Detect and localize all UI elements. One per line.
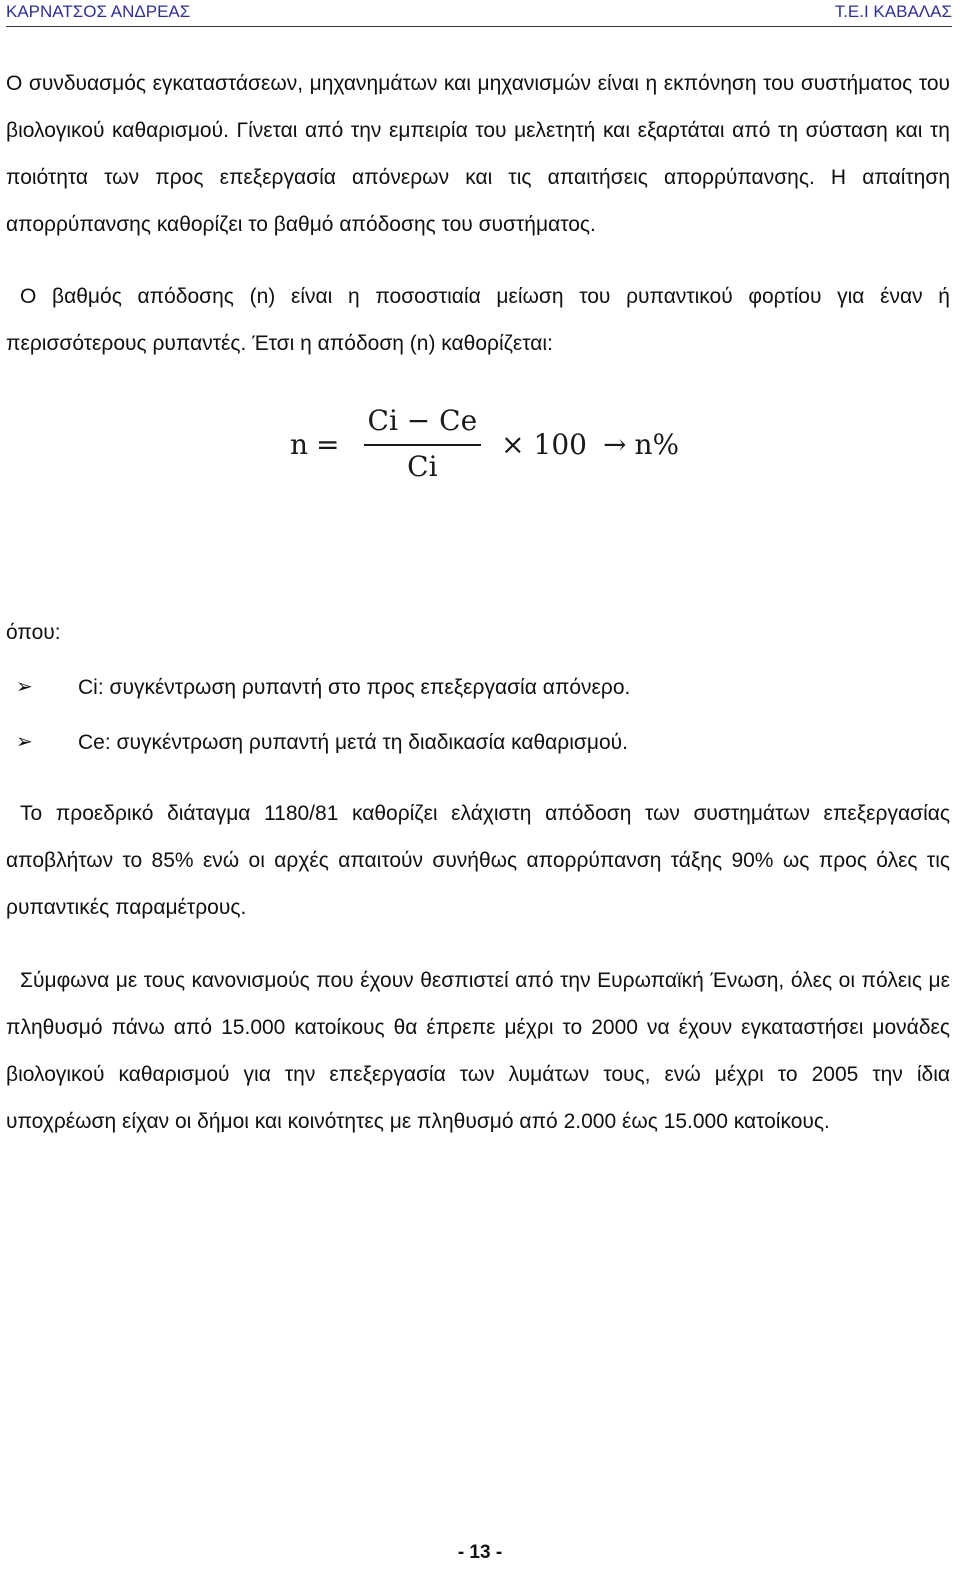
paragraph-efficiency-definition: Ο βαθμός απόδοσης (n) είναι η ποσοστιαία μείωση του ρυπαντικού φορτίου για έναν ή περισσότερους ρυπαντές. Έτσι η απόδοση (n) καθορίζεται: (6, 285, 950, 355)
formula-equals: = (316, 427, 340, 461)
page-number: - 13 - (457, 1542, 503, 1563)
header-institution: Τ.Ε.Ι ΚΑΒΑΛΑΣ (834, 2, 952, 21)
list-item (6, 664, 950, 711)
formula-lhs: n (290, 427, 309, 461)
paragraph-system-design: Ο συνδυασμός εγκαταστάσεων, μηχανημάτων και μηχανισμών είναι η εκπόνηση του συστήματος του βιολογικού καθαρισμού. Γίνεται από την εμπειρία του μελετητή και εξαρτάται από τη σύσταση και τη ποιότητα των προς επεξεργασία απόνερων και τις απαιτήσεις απορρύπανσης. Η απαίτηση απορρύπανσης καθορίζει το βαθμό απόδοσης του συστήματος. (6, 72, 950, 236)
where-label: όπου: (6, 621, 61, 644)
paragraph-presidential-decree: Το προεδρικό διάταγμα 1180/81 καθορίζει ελάχιστη απόδοση των συστημάτων επεξεργασίας αποβλήτων το 85% ενώ οι αρχές απαιτούν συνήθως απορρύπανση τάξης 90% ως προς όλες τις ρυπαντικές παραμέτρους. (6, 802, 950, 919)
formula-result: n% (634, 427, 680, 461)
definitions-list (6, 664, 950, 766)
list-item-text: Ce: συγκέντρωση ρυπαντή μετά τη διαδικασία καθαρισμού. (78, 731, 628, 754)
efficiency-formula (6, 379, 950, 509)
page-header (6, 0, 952, 27)
list-item-text: Ci: συγκέντρωση ρυπαντή στο προς επεξεργασία απόνερο. (78, 676, 631, 699)
arrow-bullet-icon: ➢ (16, 676, 33, 698)
list-item (6, 719, 950, 766)
formula-arrow: → (602, 427, 627, 461)
formula-times: × 100 (501, 427, 587, 461)
paragraph-eu-regulations: Σύμφωνα με τους κανονισμούς που έχουν θεσπιστεί από την Ευρωπαϊκή Ένωση, όλες οι πόλεις με πληθυσμό πάνω από 15.000 κατοίκους θα έπρεπε μέχρι το 2000 να έχουν εγκαταστήσει μονάδες βιολογικού καθαρισμού για την επεξεργασία των λυμάτων τους, ενώ μέχρι το 2005 την ίδια υποχρέωση είχαν οι δήμοι και κοινότητες με πληθυσμό από 2.000 έως 15.000 κατοίκους. (6, 969, 950, 1133)
header-author: ΚΑΡΝΑΤΣΟΣ ΑΝΔΡΕΑΣ (6, 2, 191, 21)
formula-fraction (364, 404, 482, 484)
page-content (6, 60, 950, 1145)
formula-numerator: Ci − Ce (367, 404, 478, 437)
arrow-bullet-icon: ➢ (16, 731, 33, 753)
formula-denominator: Ci (407, 450, 438, 483)
